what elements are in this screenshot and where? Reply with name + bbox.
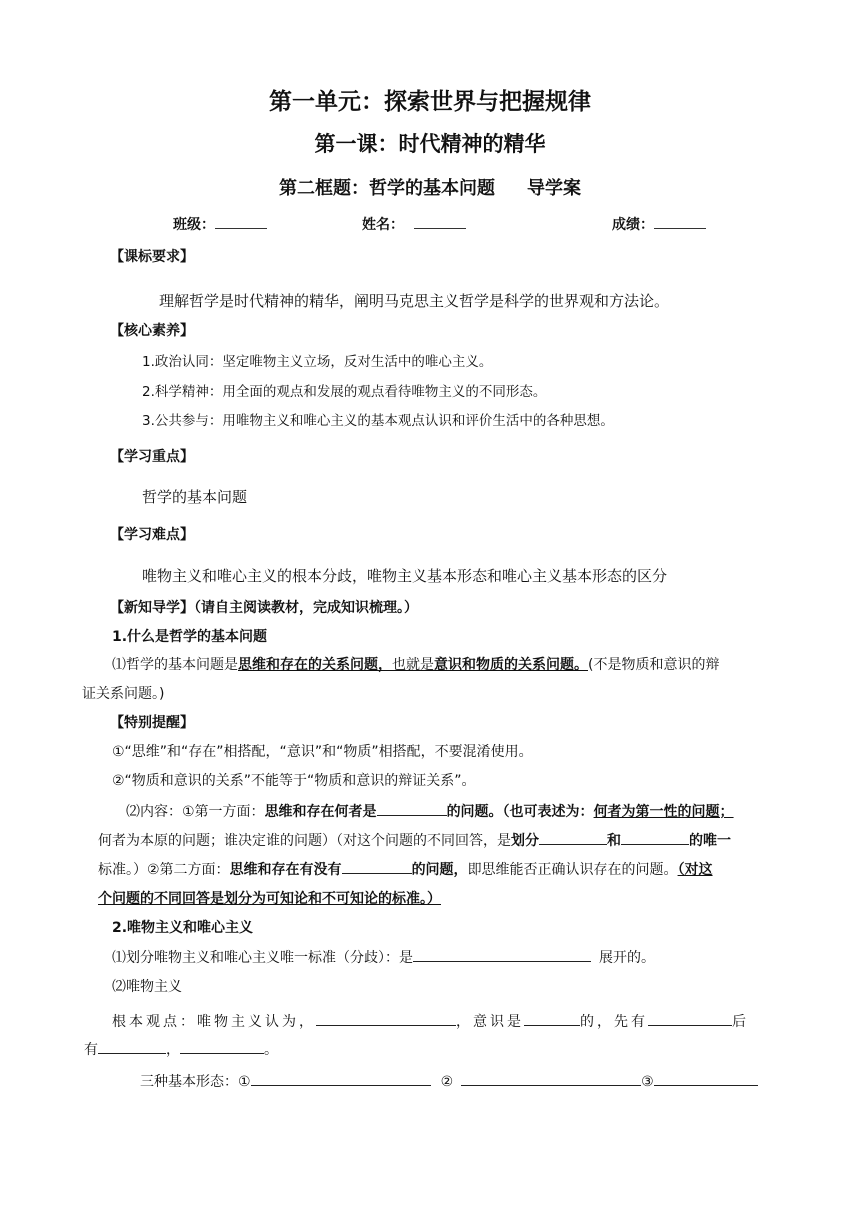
- blank-first[interactable]: [648, 1011, 732, 1026]
- v2-part-a: 有: [84, 1042, 98, 1058]
- c2-part-a: 何者为本原的问题；谁决定谁的问题）（对这个问题的不同回答，是: [98, 833, 511, 849]
- p1-part-b: 思维和存在的关系问题，: [238, 657, 392, 673]
- v2-part-b: ，: [166, 1042, 180, 1058]
- forms-line: [140, 1069, 758, 1095]
- difficulty-heading: 【学习难点】: [110, 527, 194, 543]
- standards-heading: 【课标要求】: [110, 249, 194, 265]
- c2-part-d: 的唯一: [689, 833, 731, 849]
- content-line-3: [98, 857, 713, 883]
- p1-part-d: 意识和物质的关系问题。: [434, 657, 588, 673]
- difficulty-text: 唯物主义和唯心主义的根本分歧，唯物主义基本形态和唯心主义基本形态的区分: [142, 567, 668, 585]
- name-field: [362, 214, 466, 234]
- viewpoint-line-2: [84, 1037, 278, 1063]
- v1-part-d: 后: [732, 1014, 749, 1030]
- class-field: [173, 214, 267, 234]
- class-blank[interactable]: [215, 215, 267, 229]
- remind-item-1: ①“思维”和“存在”相搭配，“意识”和“物质”相搭配，不要混淆使用。: [112, 744, 533, 760]
- s2-p1-part-b: 展开的。: [599, 950, 655, 966]
- v2-part-c: 。: [264, 1042, 278, 1058]
- guide-instruction: （请自主阅读教材，完成知识梳理。）: [194, 600, 418, 616]
- forms-part-c: ③: [641, 1074, 654, 1090]
- section1-title: 1.什么是哲学的基本问题: [112, 629, 268, 645]
- p1-part-c: 也就是: [392, 657, 434, 673]
- content-line-4: 个问题的不同回答是划分为可知论和不可知论的标准。）: [98, 891, 441, 907]
- case-label: 导学案: [527, 178, 581, 199]
- section2-p2: ⑵唯物主义: [112, 979, 182, 995]
- blank-viewpoint[interactable]: [316, 1011, 456, 1026]
- section2-title: 2.唯物主义和唯心主义: [112, 920, 254, 936]
- class-label: 班级：: [173, 217, 215, 233]
- guide-heading-label: 【新知导学】: [110, 600, 194, 616]
- viewpoint-line-1: [112, 1009, 749, 1035]
- literacy-heading: 【核心素养】: [110, 323, 194, 339]
- c1-part-d: 何者为第一性的问题；: [593, 804, 734, 820]
- remind-item-2: ②“物质和意识的关系”不能等于“物质和意识的辩证关系”。: [112, 773, 476, 789]
- section1-p1: [112, 652, 719, 678]
- c3-part-d: 即思维能否正确认识存在的问题。: [467, 862, 678, 878]
- c2-part-c: 和: [607, 833, 621, 849]
- forms-part-a: 三种基本形态：①: [140, 1074, 251, 1090]
- blank-form-2[interactable]: [461, 1071, 641, 1086]
- content-line-2: [98, 828, 731, 854]
- lesson-title: 第一课：时代精神的精华: [314, 132, 546, 156]
- c3-part-b: 思维和存在有没有: [229, 862, 342, 878]
- frame-title-text: 第二框题：哲学的基本问题: [279, 178, 495, 199]
- p1-part-e: (不是物质和意识的辩: [588, 657, 720, 673]
- s2-p1-part-a: ⑴划分唯物主义和唯心主义唯一标准（分歧）：是: [112, 950, 413, 966]
- c2-part-b: 划分: [511, 833, 539, 849]
- p1-part-a: ⑴哲学的基本问题是: [112, 657, 238, 673]
- score-label: 成绩：: [612, 217, 654, 233]
- blank-conclusion[interactable]: [180, 1039, 264, 1054]
- c3-part-a: 标准。）②第二方面：: [98, 862, 230, 878]
- literacy-item-3: 3.公共参与：用唯物主义和唯心主义的基本观点认识和评价生活中的各种思想。: [142, 413, 614, 429]
- name-label: 姓名：: [362, 217, 404, 233]
- v1-part-c: 的，先有: [580, 1014, 648, 1030]
- blank-consciousness[interactable]: [524, 1011, 580, 1026]
- blank-form-3[interactable]: [654, 1071, 758, 1086]
- focus-heading: 【学习重点】: [110, 449, 194, 465]
- c1-part-b: 思维和存在何者是: [264, 804, 377, 820]
- blank-materialism[interactable]: [539, 830, 607, 845]
- focus-text: 哲学的基本问题: [142, 488, 248, 506]
- guide-heading: [110, 597, 418, 617]
- blank-first-nature[interactable]: [377, 801, 447, 816]
- v1-part-a: 根本观点：唯物主义认为，: [112, 1014, 316, 1030]
- section1-p1-line2: 证关系问题。): [82, 686, 165, 702]
- blank-idealism[interactable]: [621, 830, 689, 845]
- c3-part-e: （对这: [677, 862, 713, 878]
- blank-standard[interactable]: [413, 947, 591, 962]
- content-line-1: [126, 799, 734, 825]
- blank-identity[interactable]: [342, 859, 412, 874]
- remind-heading: 【特别提醒】: [110, 715, 194, 731]
- frame-title: [0, 174, 860, 200]
- score-field: [612, 214, 706, 234]
- blank-then[interactable]: [98, 1039, 166, 1054]
- v1-part-b: ，意识是: [456, 1014, 524, 1030]
- blank-form-1[interactable]: [251, 1071, 431, 1086]
- unit-title: 第一单元：探索世界与把握规律: [269, 89, 591, 115]
- forms-part-b: ②: [440, 1074, 454, 1090]
- literacy-item-2: 2.科学精神：用全面的观点和发展的观点看待唯物主义的不同形态。: [142, 384, 547, 400]
- c1-part-c: 的问题。（也可表述为：: [446, 804, 594, 820]
- c3-part-c: 的问题，: [411, 862, 468, 878]
- c1-part-a: ⑵内容：①第一方面：: [126, 804, 265, 820]
- standards-text: 理解哲学是时代精神的精华，阐明马克思主义哲学是科学的世界观和方法论。: [159, 292, 670, 310]
- name-blank[interactable]: [414, 215, 466, 229]
- score-blank[interactable]: [654, 215, 706, 229]
- literacy-item-1: 1.政治认同：坚定唯物主义立场，反对生活中的唯心主义。: [142, 354, 493, 370]
- section2-p1: [112, 945, 655, 971]
